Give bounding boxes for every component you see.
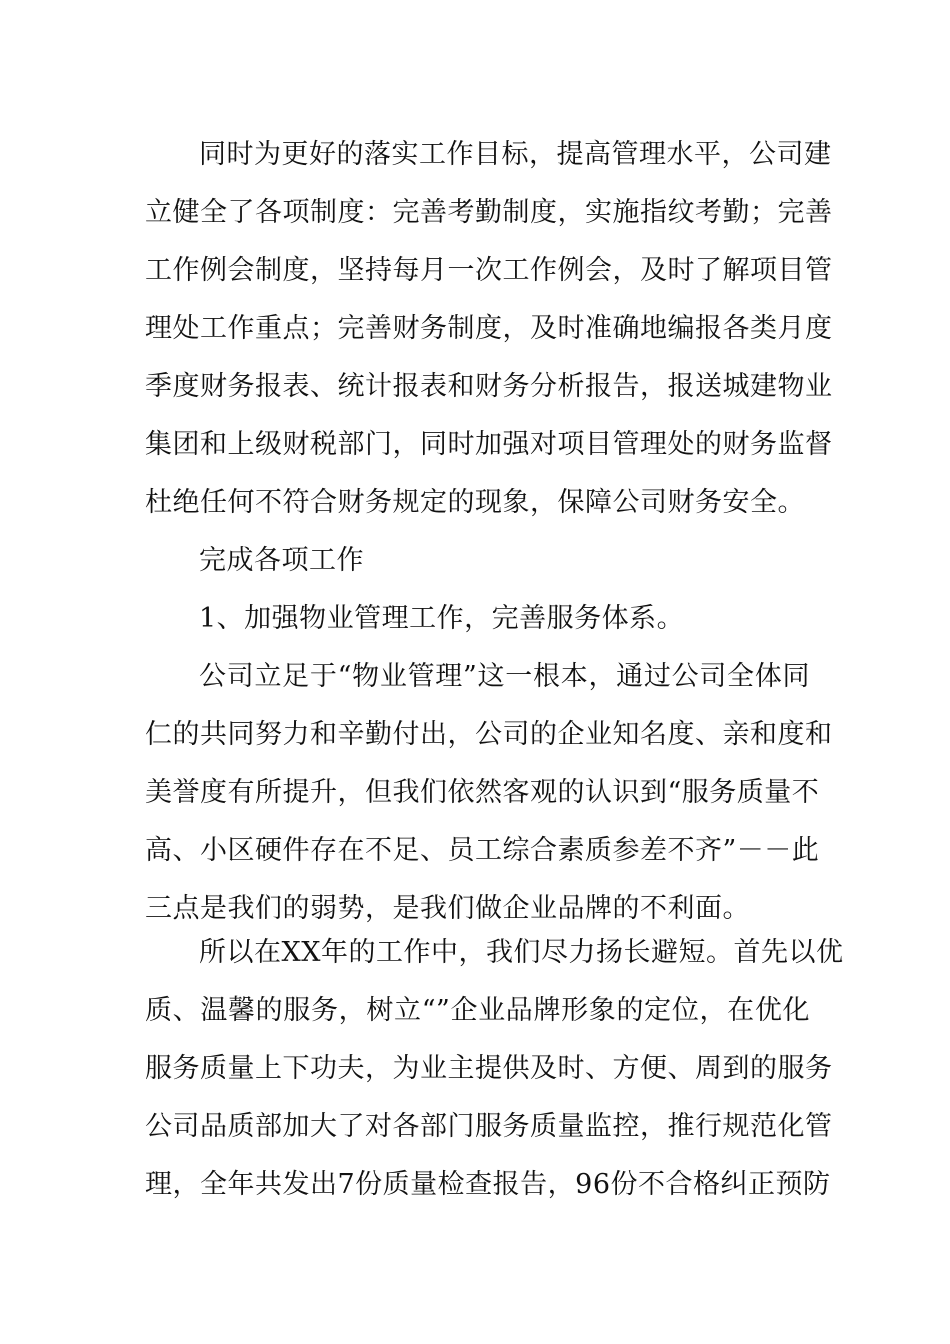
paragraph-management-systems	[145, 126, 833, 532]
paragraph-line: 公司立足于“物业管理”这一根本，通过公司全体同	[199, 661, 810, 692]
paragraph-line: 公司品质部加大了对各部门服务质量监控，推行规范化管	[145, 1111, 833, 1142]
paragraph-line: 工作例会制度，坚持每月一次工作例会，及时了解项目管	[145, 255, 833, 286]
paragraph-service-quality	[145, 924, 844, 1214]
paragraph-line: 质、温馨的服务，树立“”企业品牌形象的定位，在优化	[145, 995, 810, 1026]
paragraph-line: 集团和上级财税部门，同时加强对项目管理处的财务监督	[145, 429, 833, 460]
paragraph-line: 同时为更好的落实工作目标，提高管理水平，公司建	[199, 139, 832, 170]
paragraph-line: 季度财务报表、统计报表和财务分析报告，报送城建物业	[145, 371, 833, 402]
item-heading-text: 1、加强物业管理工作，完善服务体系。	[199, 603, 685, 634]
section-heading	[145, 532, 810, 590]
paragraph-line: 三点是我们的弱势，是我们做企业品牌的不利面。	[145, 893, 750, 924]
paragraph-line: 高、小区硬件存在不足、员工综合素质参差不齐”－－此	[145, 835, 820, 866]
paragraph-property-management	[145, 648, 833, 938]
section-heading-text: 完成各项工作	[199, 545, 364, 576]
paragraph-line: 服务质量上下功夫，为业主提供及时、方便、周到的服务	[145, 1053, 833, 1084]
paragraph-line: 理处工作重点；完善财务制度，及时准确地编报各类月度	[145, 313, 833, 344]
paragraph-line: 理，全年共发出7份质量检查报告，96份不合格纠正预防	[145, 1169, 831, 1200]
paragraph-line: 美誉度有所提升，但我们依然客观的认识到“服务质量不	[145, 777, 820, 808]
paragraph-line: 所以在XX年的工作中，我们尽力扬长避短。首先以优	[199, 937, 844, 968]
paragraph-line: 杜绝任何不符合财务规定的现象，保障公司财务安全。	[145, 487, 805, 518]
paragraph-line: 立健全了各项制度：完善考勤制度，实施指纹考勤；完善	[145, 197, 833, 228]
paragraph-line: 仁的共同努力和辛勤付出，公司的企业知名度、亲和度和	[145, 719, 833, 750]
item-heading	[145, 590, 810, 648]
